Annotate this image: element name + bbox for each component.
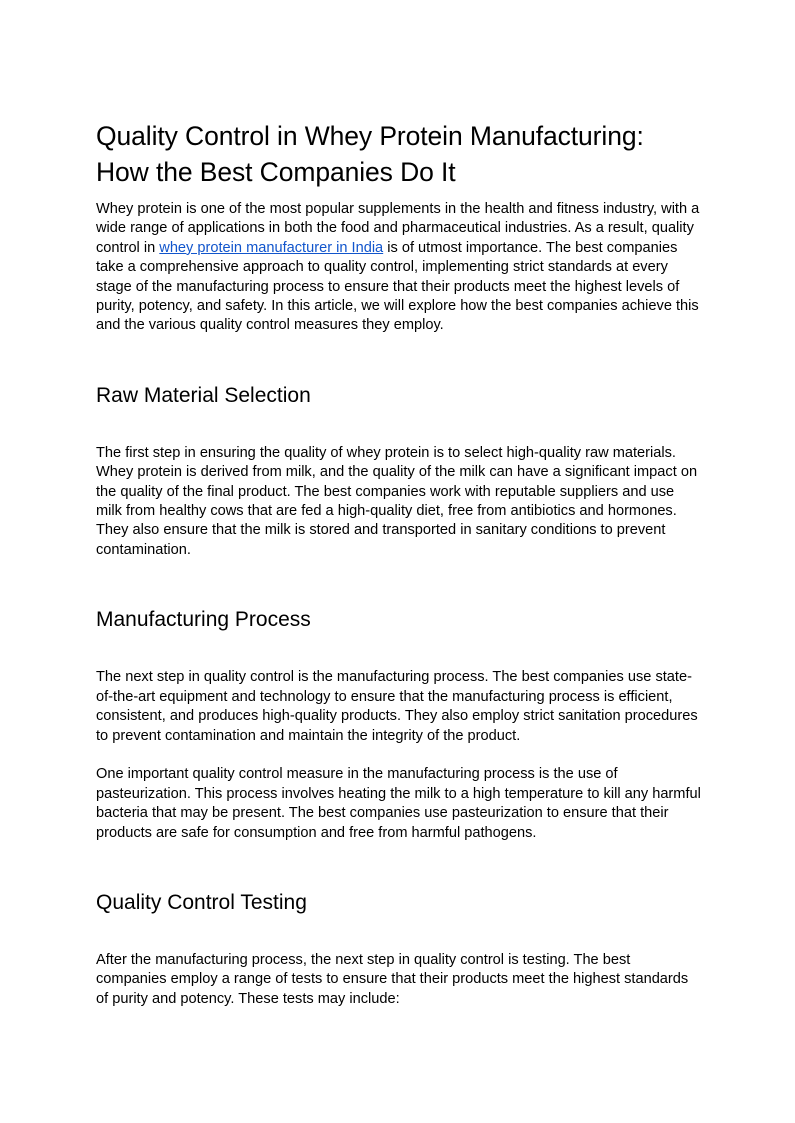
- section-heading-testing: Quality Control Testing: [96, 890, 307, 914]
- whey-manufacturer-link[interactable]: whey protein manufacturer in India: [159, 239, 384, 256]
- section-paragraph: The next step in quality control is the manufacturing process. The best companies use state-of-the-art equipment and technology to ensure that the manufacturing process is efficient, consistent, and produces high-quality products. They also employ strict sanitation procedures to prevent contamination and maintain the integrity of the product.: [96, 669, 698, 744]
- document-page: [96, 118, 702, 1009]
- section-heading-manufacturing: Manufacturing Process: [96, 608, 311, 632]
- section-heading-raw-material: Raw Material Selection: [96, 383, 311, 407]
- title-line-1: Quality Control in Whey Protein Manufacturing:: [96, 121, 644, 151]
- intro-paragraph: [96, 200, 702, 336]
- title-line-2: How the Best Companies Do It: [96, 157, 456, 187]
- intro-text-after-link: is of utmost importance. The best companies take a comprehensive approach to quality control, implementing strict standards at every stage of the manufacturing process to ensure that their products meet the highest levels of purity, potency, and safety. In this article, we will explore how the best companies achieve this and the various quality control measures they employ.: [96, 239, 699, 334]
- section-paragraph: One important quality control measure in the manufacturing process is the use of pasteurization. This process involves heating the milk to a high temperature to kill any harmful bacteria that may be present. The best companies use pasteurization to ensure that their products are safe for consumption and free from harmful pathogens.: [96, 766, 701, 841]
- intro-text-before-link: Whey protein is one of the most popular supplements in the health and fitness industry, with a wide range of applications in both the food and pharmaceutical industries. As a result, quality control in: [96, 201, 700, 256]
- section-paragraph: After the manufacturing process, the next step in quality control is testing. The best companies employ a range of tests to ensure that their products meet the highest standards of purity and potency. These tests may include:: [96, 951, 689, 1007]
- section-paragraph: The first step in ensuring the quality of whey protein is to select high-quality raw materials. Whey protein is derived from milk, and the quality of the milk can have a significant impact on the quality of the final product. The best companies work with reputable suppliers and use milk from healthy cows that are fed a high-quality diet, free from antibiotics and hormones. They also ensure that the milk is stored and transported in sanitary conditions to prevent contamination.: [96, 444, 698, 558]
- document-title: [96, 118, 702, 190]
